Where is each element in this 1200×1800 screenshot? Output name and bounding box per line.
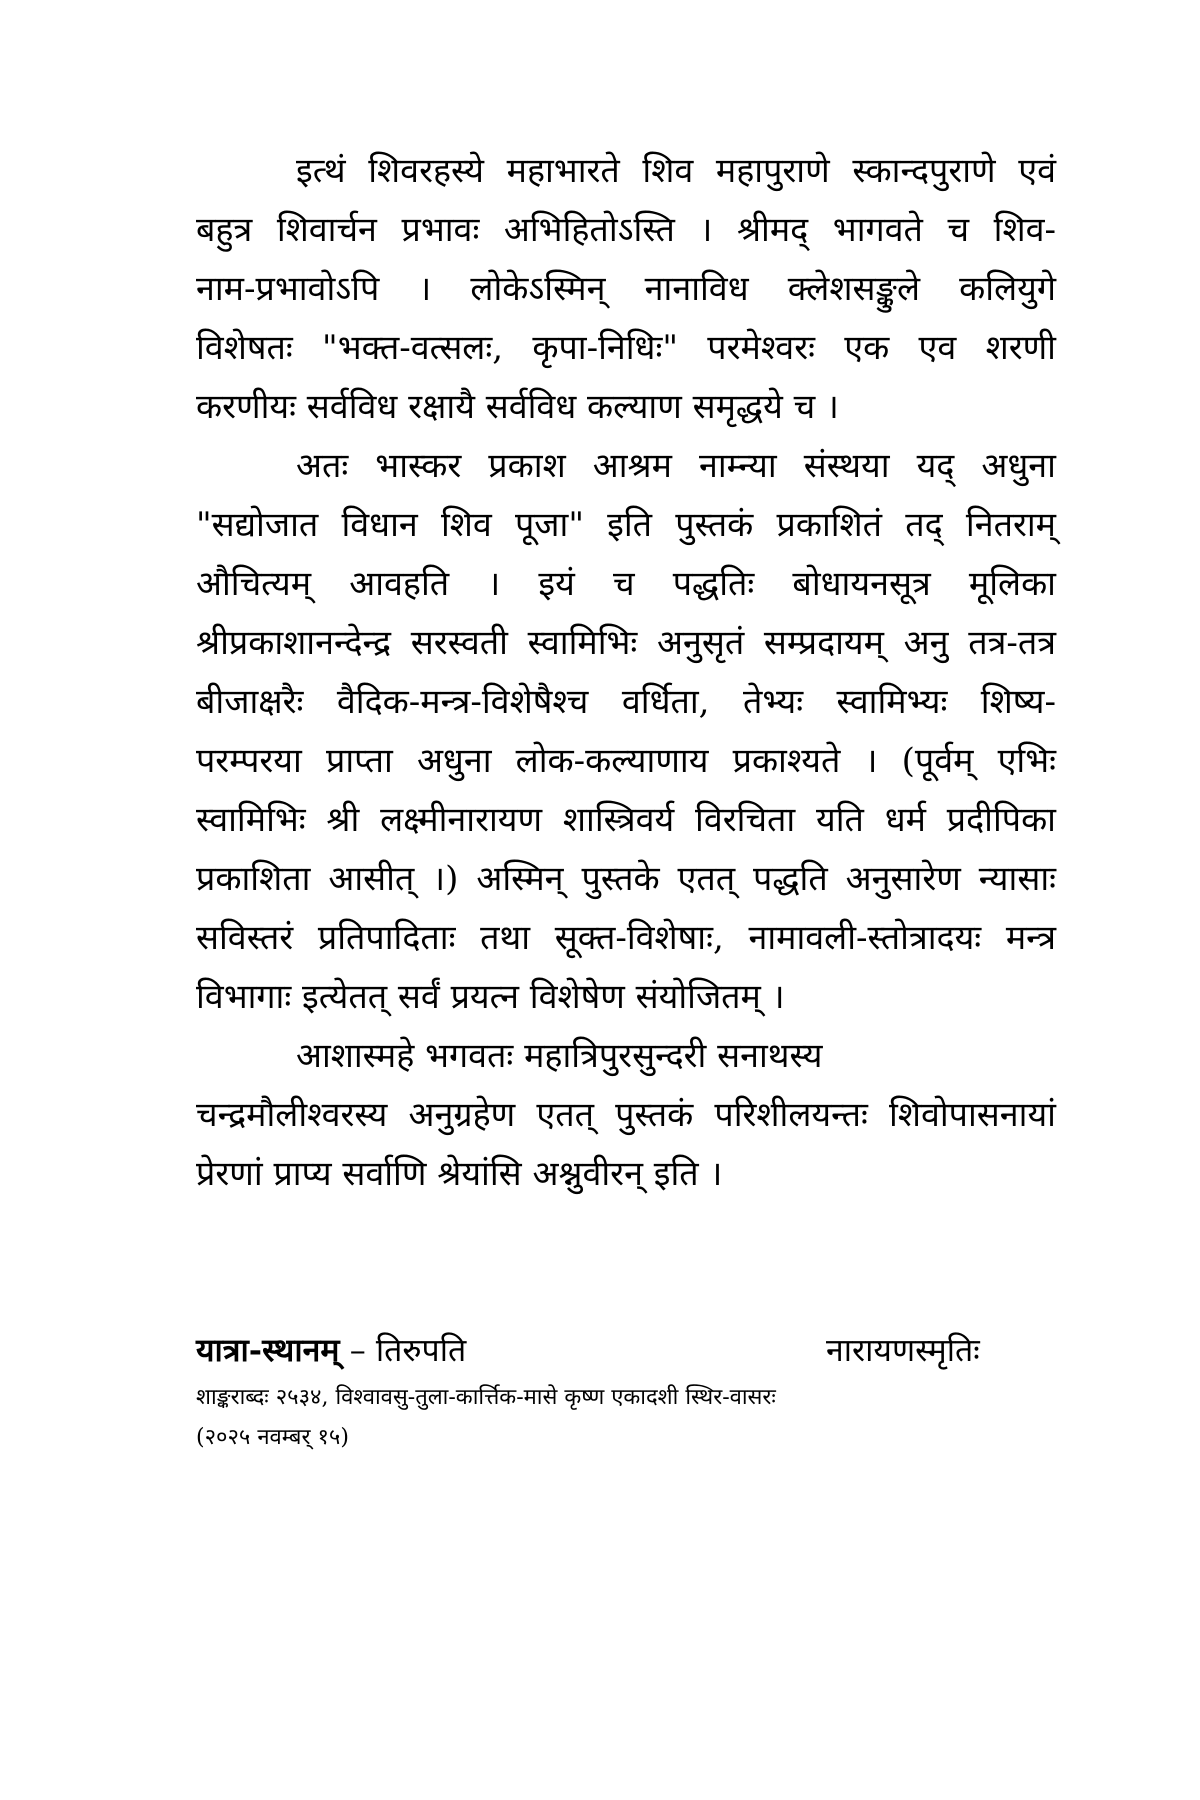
text-line: इत्थं शिवरहस्ये महाभारते शिव महापुराणे स्कान्दपुराणे एवं — [296, 151, 1056, 191]
text-line: प्रेरणां प्राप्य सर्वाणि श्रेयांसि अश्नुवीरन् इति । — [196, 1154, 723, 1194]
body-text — [196, 142, 1056, 1204]
place-dash: – — [349, 1331, 366, 1369]
text-line: बीजाक्षरैः वैदिक-मन्त्र-विशेषैश्च वर्धिता, तेभ्यः स्वामिभ्यः शिष्य- — [196, 682, 1056, 722]
place-label: यात्रा-स्थानम् — [196, 1331, 340, 1369]
text-line: करणीयः सर्वविध रक्षायै सर्वविध कल्याण समृद्धये च । — [196, 387, 839, 427]
text-line: विशेषतः "भक्त-वत्सलः, कृपा-निधिः" परमेश्वरः एक एव शरणी — [196, 328, 1056, 368]
text-line: श्रीप्रकाशानन्देन्द्र सरस्वती स्वामिभिः अनुसृतं सम्प्रदायम् अनु तत्र-तत्र — [196, 623, 1056, 663]
paragraph-3 — [196, 1027, 1056, 1204]
paragraph-1 — [196, 142, 1056, 437]
paragraph-2 — [196, 437, 1056, 1027]
text-line: चन्द्रमौलीश्वरस्य अनुग्रहेण एतत् पुस्तकं परिशीलयन्तः शिवोपासनायां — [196, 1095, 1056, 1135]
date-gregorian: (२०२५ नवम्बर् १५) — [196, 1425, 349, 1450]
text-line: सविस्तरं प्रतिपादिताः तथा सूक्त-विशेषाः, नामावली-स्तोत्रादयः मन्त्र — [196, 918, 1056, 958]
text-line: आशास्महे भगवतः महात्रिपुरसुन्दरी सनाथस्य — [296, 1036, 823, 1076]
text-line: परम्परया प्राप्ता अधुना लोक-कल्याणाय प्रकाश्यते । (पूर्वम् एभिः — [196, 741, 1056, 781]
footer-signature-row — [196, 1322, 1056, 1378]
text-line: औचित्यम् आवहति । इयं च पद्धतिः बोधायनसूत्र मूलिका — [196, 564, 1056, 604]
text-line: बहुत्र शिवार्चन प्रभावः अभिहितोऽस्ति । श्रीमद् भागवते च शिव- — [196, 210, 1056, 250]
text-line: "सद्योजात विधान शिव पूजा" इति पुस्तकं प्रकाशितं तद् नितराम् — [196, 505, 1056, 545]
text-line: प्रकाशिता आसीत् ।) अस्मिन् पुस्तके एतत् पद्धति अनुसारेण न्यासाः — [196, 859, 1056, 899]
author-name: नारायणस्मृतिः — [826, 1331, 980, 1369]
text-line: स्वामिभिः श्री लक्ष्मीनारायण शास्त्रिवर्य विरचिता यति धर्म प्रदीपिका — [196, 800, 1056, 840]
date-line: शाङ्कराब्दः २५३४, विश्वावसु-तुला-कार्त्तिक-मासे कृष्ण एकादशी स्थिर-वासरः — [196, 1385, 776, 1410]
footer — [196, 1322, 1056, 1458]
text-line: विभागाः इत्येतत् सर्वं प्रयत्न विशेषेण संयोजितम् । — [196, 977, 785, 1017]
text-line: अतः भास्कर प्रकाश आश्रम नाम्न्या संस्थया यद् अधुना — [296, 446, 1056, 486]
text-line: नाम-प्रभावोऽपि । लोकेऽस्मिन् नानाविध क्लेशसङ्कुले कलियुगे — [196, 269, 1056, 309]
place-value: तिरुपति — [375, 1331, 467, 1369]
